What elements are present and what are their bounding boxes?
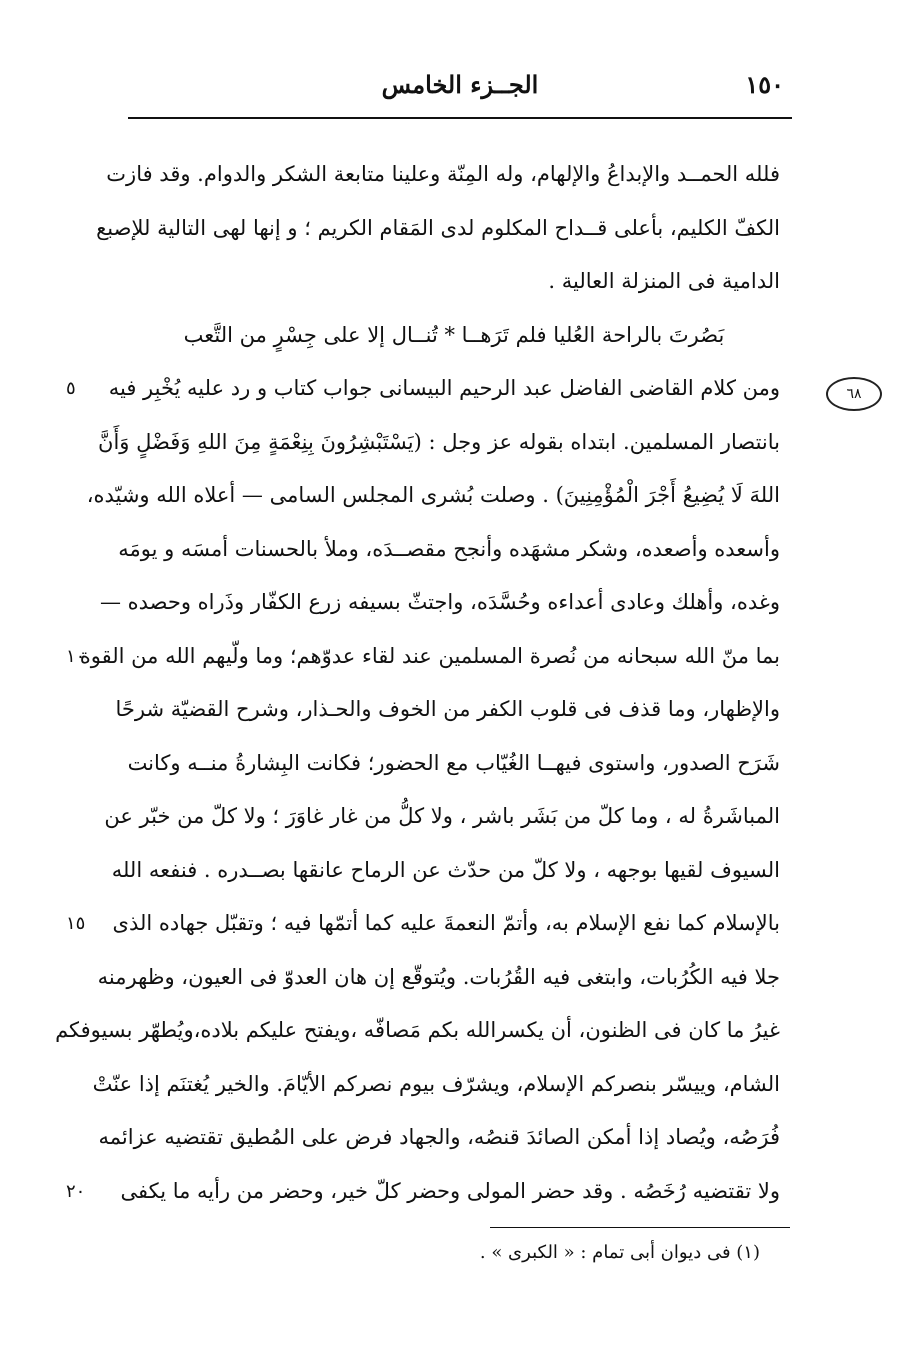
text-line: وأسعده وأصعده، وشكر مشهَده وأنجح مقصــدَه، وملأ بالحسنات أمسَه و يومَه — [118, 536, 780, 561]
footnote: (١) فى ديوان أبى تمام : « الكبرى » . — [479, 1242, 760, 1263]
text-line: بالإسلام كما نفع الإسلام به، وأتمّ النعمةَ عليه كما أتمّها فيه ؛ وتقبّل جهاده الذى ١٥ — [128, 897, 780, 951]
line-number: ٥ — [66, 378, 76, 399]
text-line: شَرَح الصدور، واستوى فيهــا الغُيّاب مع الحضور؛ فكانت البِشارةُ منــه وكانت — [127, 750, 780, 775]
text-line: الشام، وييسّر بنصركم الإسلام، ويشرّف بيوم نصركم الأيّامَ. والخير يُغتنَم إذا عنّتْ — [92, 1071, 780, 1096]
page-header — [128, 70, 792, 112]
header-rule — [128, 117, 792, 119]
text-line: فلله الحمــد والإبداعُ والإلهام، وله المِنّة وعلينا متابعة الشكر والدوام. وقد فازت — [106, 162, 780, 186]
text-line: بما منّ الله سبحانه من نُصرة المسلمين عند لقاء عدوّهم؛ وما ولّيهم الله من القوة ١٠ — [128, 630, 780, 684]
text-line: وغده، وأهلك وعادى أعداءه وحُسَّدَه، واجتثّ بسيفه زرع الكفّار وذَراه وحصده — — [99, 590, 780, 614]
verse-line: بَصُرتَ بالراحة العُليا فلم تَرَهــا * تُنــال إلا على جِسْرٍ من التَّعب — [183, 322, 725, 347]
running-head: الجــزء الخامس — [381, 70, 539, 99]
text-line: جلا فيه الكُرُبات، وابتغى فيه القُرُبات. ويُتوقّع إن هان العدوّ فى العيون، وظهرمنه — [97, 964, 780, 989]
body-text — [55, 148, 780, 1218]
text-line: ولا تقتضيه رُخَصُه . وقد حضر المولى وحضر كلّ خير، وحضر من رأيه ما يكفى ٢٠ — [128, 1165, 780, 1219]
line-number: ١٥ — [66, 913, 86, 934]
line-number: ٢٠ — [66, 1180, 86, 1202]
text-line: بانتصار المسلمين. ابتداه بقوله عز وجل : (يَسْتَبْشِرُونَ بِنِعْمَةٍ مِنَ اللهِ وَفَضْلٍ وَأَنَّ — [98, 429, 780, 454]
margin-marginal-number: ٦٨ — [826, 377, 882, 411]
text-line: الكفّ الكليم، بأعلى قــداح المكلوم لدى المَقام الكريم ؛ و إنها لهى التالية للإصبع — [96, 215, 780, 240]
text-line: الدامية فى المنزلة العالية . — [548, 269, 780, 293]
text-line: ومن كلام القاضى الفاضل عبد الرحيم البيسانى جواب كتاب و رد عليه يُخْبِر فيه ٥ — [128, 362, 780, 416]
text-line: فُرَصُه، ويُصاد إذا أمكن الصائدَ قنصُه، والجهاد فرض على المُطيق تقتضيه عزائمه — [98, 1125, 780, 1149]
text-line: المباشَرةُ له ، وما كلّ من بَشَر باشر ، ولا كلُّ من غار غاوَرَ ؛ ولا كلّ من خبّر عن — [104, 804, 780, 828]
text-line: غيرُ ما كان فى الظنون، أن يكسرالله بكم مَصافّه ،ويفتح عليكم بلاده،ويُطهّر بسيوفكم — [55, 1018, 780, 1042]
page-number: ١٥٠ — [745, 70, 784, 99]
text-line: السيوف لقيها بوجهه ، ولا كلّ من حدّث عن الرماح عانقها بصــدره . فنفعه الله — [111, 857, 780, 882]
line-number: ١٠ — [66, 645, 86, 667]
text-line: اللهَ لَا يُضِيعُ أَجْرَ الْمُؤْمِنِينَ) . وصلت بُشرى المجلس السامى — أعلاه الله وشيّده، — [86, 483, 780, 507]
footnote-rule — [490, 1227, 790, 1228]
text-line: والإظهار، وما قذف فى قلوب الكفر من الخوف والحـذار، وشرح القضيّة شرحًا — [115, 697, 780, 721]
